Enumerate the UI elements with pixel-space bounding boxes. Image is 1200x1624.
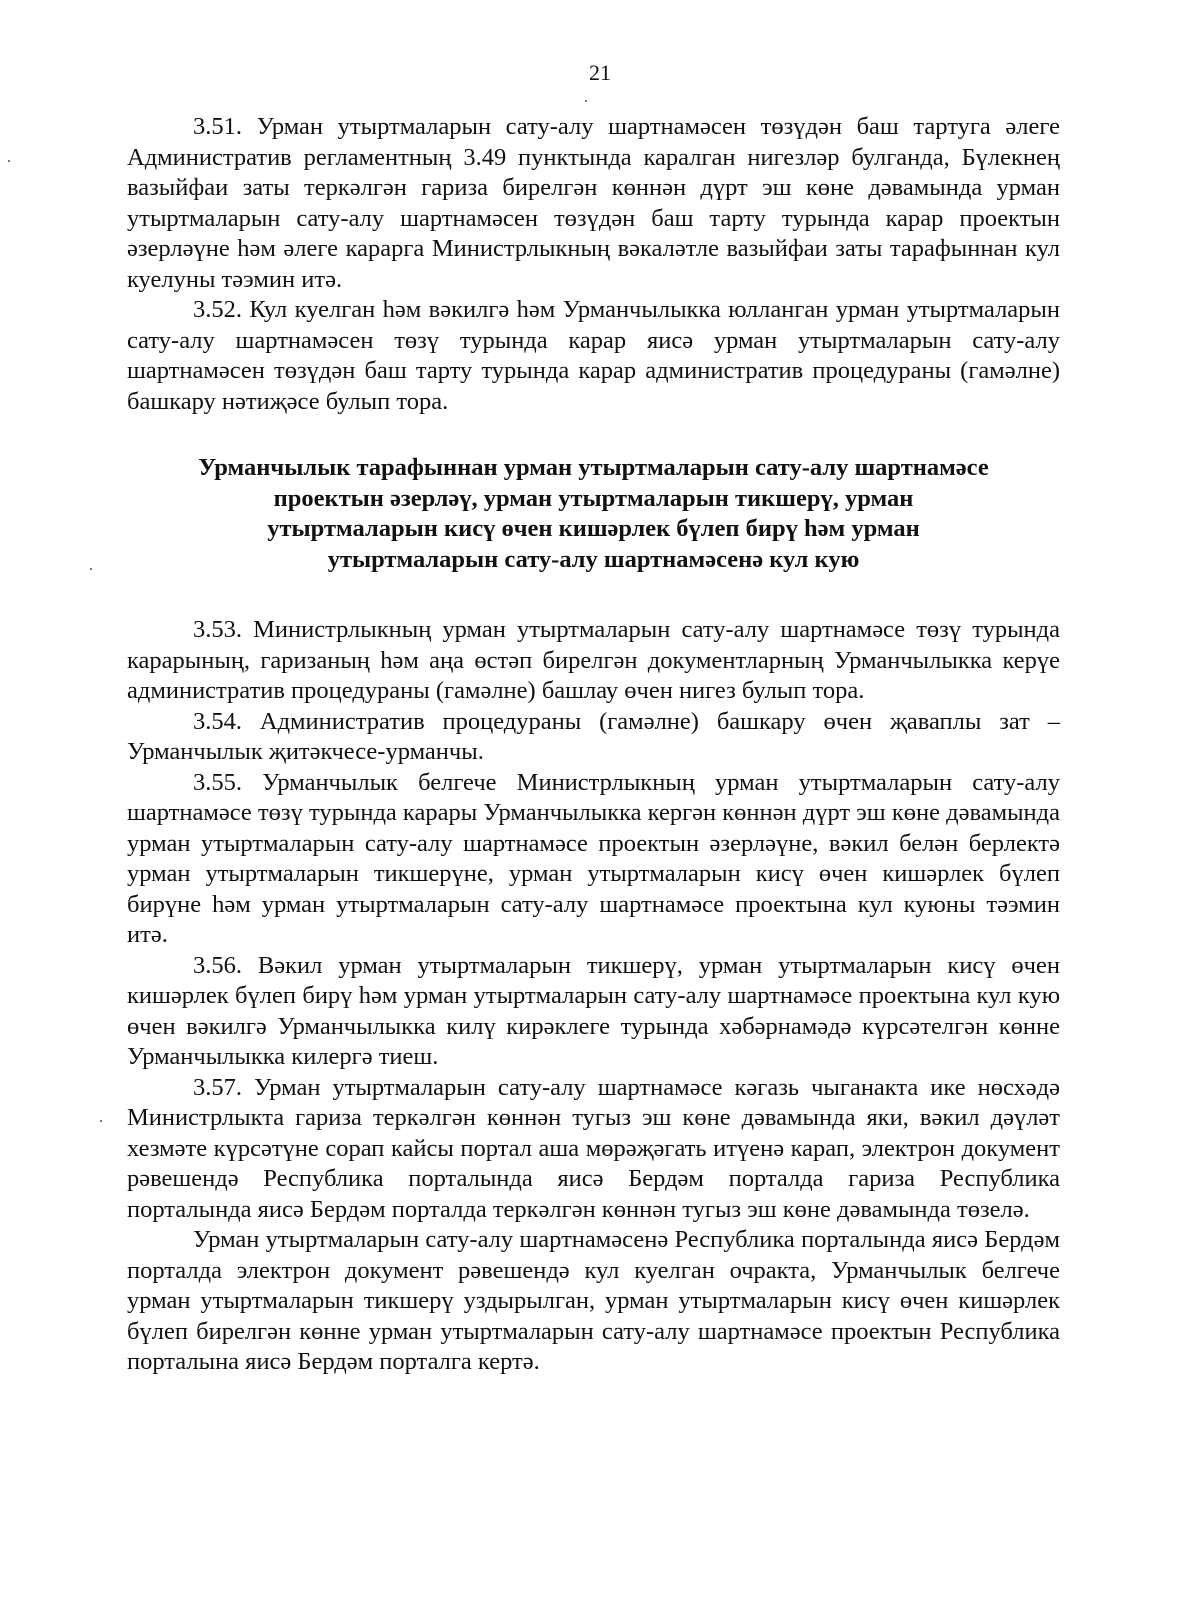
paragraph-3-57: 3.57. Урман утыртмаларын сату-алу шартнамәсе кәгазь чыганакта ике нөсхәдә Министрлыкта гариза теркәлгән көннән тугыз эш көне дәвамында яки, вәкил дәүләт хезмәте күрсәтүне сорап кайсы портал аша мөрәҗәгать итүенә карап, электрон документ рәвешендә Республика порталында яисә Бердәм порталда гариза Республика порталында яисә Бердәм порталда теркәлгән көннән тугыз эш көне дәвамында төзелә.: [127, 1073, 1060, 1223]
scan-speck: [100, 1120, 102, 1122]
paragraph-3-51: 3.51. Урман утыртмаларын сату-алу шартнамәсен төзүдән баш тартуга әлеге Административ регламентның 3.49 пунктында каралган нигезләр булганда, Бүлекнең вазыйфаи заты теркәлгән гариза бирелгән көннән дүрт эш көне дәвамында урман утыртмаларын сату-алу шартнамәсен төзүдән баш тарту турында карар проектын әзерләүне һәм әлеге карарга Министрлыкның вәкаләтле вазыйфаи заты тарафыннан кул куелуны тәэмин итә.: [127, 113, 1060, 293]
section-heading-line: утыртмаларын сату-алу шартнамәсенә кул кую: [327, 545, 860, 573]
section-heading-line: Урманчылык тарафыннан урман утыртмаларын сату-алу шартнамәсе: [198, 454, 989, 481]
paragraph-3-52: 3.52. Кул куелган һәм вәкилгә һәм Урманчылыкка юлланган урман утыртмаларын сату-алу шартнамәсен төзү турында карар яисә урман утыртмаларын сату-алу шартнамәсен төзүдән баш тарту турында карар административ процедураны (гамәлне) башкару нәтиҗәсе булып тора.: [127, 296, 1060, 415]
scan-speck: [90, 568, 92, 570]
scan-speck: [585, 100, 587, 102]
page-number: 21: [589, 60, 611, 85]
section-heading: [167, 453, 1020, 575]
scan-speck: [8, 160, 10, 162]
document-body: [127, 112, 1060, 1378]
paragraph-3-55: 3.55. Урманчылык белгече Министрлыкның урман утыртмаларын сату-алу шартнамәсе төзү турында карары Урманчылыкка кергән көннән дүрт эш көне дәвамында урман утыртмаларын сату-алу шартнамәсе проектын әзерләүне, вәкил белән берлектә урман утыртмаларын тикшерүне, урман утыртмаларын кисү өчен кишәрлек бүлеп бирүне һәм урман утыртмаларын сату-алу шартнамәсе проектына кул куюны тәэмин итә.: [127, 768, 1060, 948]
paragraph-3-57-continuation: Урман утыртмаларын сату-алу шартнамәсенә Республика порталында яисә Бердәм порталда электрон документ рәвешендә кул куелган очракта, Урманчылык белгече урман утыртмаларын тикшерү уздырылган, урман утыртмаларын кисү өчен кишәрлек бүлеп бирелгән көнне урман утыртмаларын сату-алу шартнамәсе проектын Республика порталына яисә Бердәм порталга кертә.: [127, 1226, 1060, 1375]
paragraph-3-56: 3.56. Вәкил урман утыртмаларын тикшерү, урман утыртмаларын кисү өчен кишәрлек бүлеп бирү һәм урман утыртмаларын сату-алу шартнамәсе проектына кул кую өчен вәкилгә Урманчылыкка килү кирәклеге турында хәбәрнамәдә күрсәтелгән көнне Урманчылыкка килергә тиеш.: [127, 951, 1060, 1070]
paragraph-3-53: 3.53. Министрлыкның урман утыртмаларын сату-алу шартнамәсе төзү турында карарының, гаризаның һәм аңа өстәп бирелгән документларның Урманчылыкка керүе административ процедураны (гамәлне) башлау өчен нигез булып тора.: [127, 616, 1060, 704]
section-heading-line: утыртмаларын кисү өчен кишәрлек бүлеп бирү һәм урман: [267, 515, 920, 542]
paragraph-3-54: 3.54. Административ процедураны (гамәлне) башкару өчен җаваплы зат – Урманчылык җитәкчесе-урманчы.: [127, 707, 1060, 765]
section-heading-line: проектын әзерләү, урман утыртмаларын тикшерү, урман: [273, 484, 914, 512]
